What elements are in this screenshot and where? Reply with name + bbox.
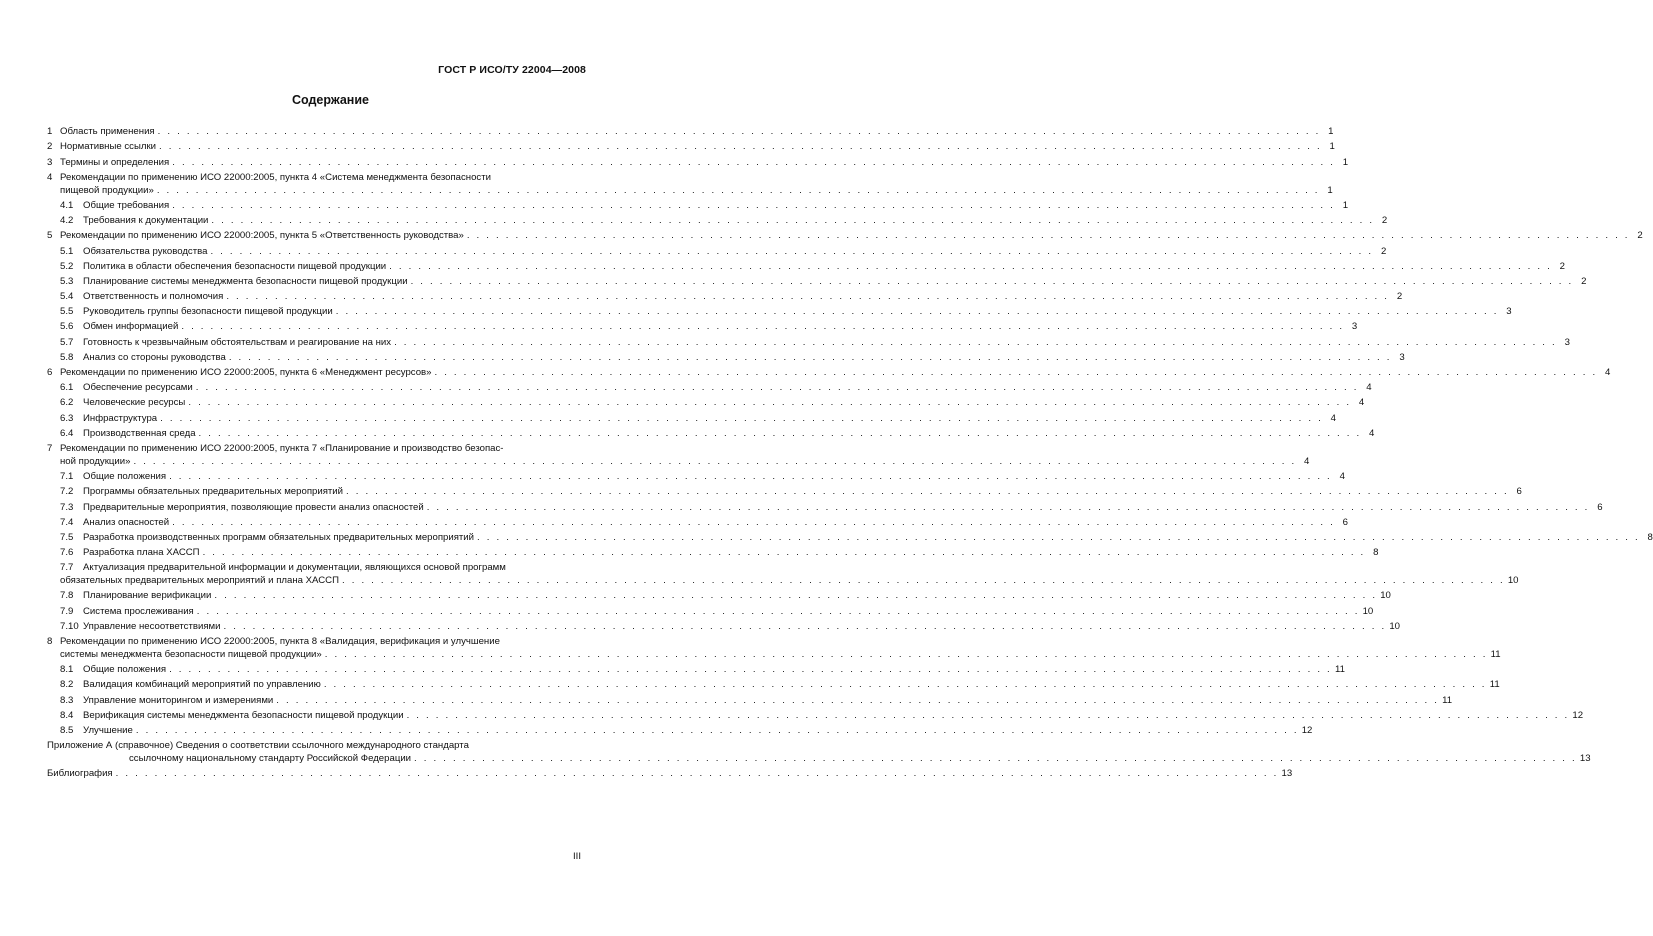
toc-entry-number: 3 (47, 156, 53, 168)
toc-entry-title: Нормативные ссылки (60, 141, 157, 153)
toc-entry[interactable] (47, 560, 1519, 588)
toc-entry-number: 7.2 (60, 486, 74, 498)
toc-entry[interactable] (47, 198, 1349, 213)
toc-entry-title: Планирование системы менеджмента безопасности пищевой продукции (83, 275, 408, 287)
toc-entry-title-continued: пищевой продукции» (60, 184, 154, 196)
toc-leader-dots: . . . . . . . . . . . . . . . . . . . . . . . . . . . . . . . . . . . . . . . . . . . . . . . . . . . . . . . . . . . . . . . . . . . . . . . . . . . . . . . . . . . . . . . . . . . . . . . . . . . . . . . . . . . . . . . . . . . . . . . . (276, 694, 1440, 706)
toc-entry[interactable] (47, 426, 1375, 441)
toc-leader-dots: . . . . . . . . . . . . . . . . . . . . . . . . . . . . . . . . . . . . . . . . . . . . . . . . . . . . . . . . . . . . . . . . . . . . . . . . . . . . . . . . . . . . . . . . . . . . . . . . . . . . . . . . . . . . . . . . . . . . . . . . (115, 768, 1279, 780)
toc-leader-dots: . . . . . . . . . . . . . . . . . . . . . . . . . . . . . . . . . . . . . . . . . . . . . . . . . . . . . . . . . . . . . . . . . . . . . . . . . . . . . . . . . . . . . . . . . . . . . . . . . . . . . . . . . . . . . . . . . . . . . . . . (466, 230, 1630, 242)
toc-entry-title: Производственная среда (83, 427, 196, 439)
toc-entry-page: 4 (1369, 427, 1375, 439)
toc-entry-title: Общие положения (83, 664, 167, 676)
toc-entry-title-continued: обязательных предварительных мероприятий и плана ХАССП (60, 575, 339, 587)
toc-entry-title-continued: ссылочному национальному стандарту Российской Федерации (129, 753, 412, 765)
toc-entry-number: 5.5 (60, 306, 74, 318)
toc-entry[interactable] (47, 708, 1584, 723)
toc-entry[interactable] (47, 588, 1391, 603)
toc-entry-page: 6 (1597, 501, 1603, 513)
toc-entry-title: Программы обязательных предварительных мероприятий (83, 486, 344, 498)
toc-entry-title: Требования к документации (83, 215, 209, 227)
toc-leader-dots: . . . . . . . . . . . . . . . . . . . . . . . . . . . . . . . . . . . . . . . . . . . . . . . . . . . . . . . . . . . . . . . . . . . . . . . . . . . . . . . . . . . . . . . . . . . . . . . . . . . . . . . . . . . . . . . . . . . . . . . . (214, 590, 1378, 602)
toc-entry-number: 6.2 (60, 397, 74, 409)
toc-entry-title: Система прослеживания (83, 605, 194, 617)
toc-entry-title: Обязательства руководства (83, 245, 208, 257)
toc-entry-title: Актуализация предварительной информации и документации, являющихся основой программ (83, 562, 506, 574)
toc-entry[interactable] (47, 738, 1591, 766)
toc-entry-title: Планирование верификации (83, 590, 212, 602)
toc-entry-title: Библиография (47, 768, 113, 780)
toc-entry-title: Рекомендации по применению ИСО 22000:2005, пункта 5 «Ответственность руководства» (60, 230, 464, 242)
toc-entry[interactable] (47, 259, 1566, 274)
toc-entry-page: 12 (1301, 724, 1313, 736)
toc-entry[interactable] (47, 484, 1522, 499)
toc-leader-dots: . . . . . . . . . . . . . . . . . . . . . . . . . . . . . . . . . . . . . . . . . . . . . . . . . . . . . . . . . . . . . . . . . . . . . . . . . . . . . . . . . . . . . . . . . . . . . . . . . . . . . . . . . . . . . . . . . . . . . . . . (335, 306, 1499, 318)
toc-entry-page: 6 (1516, 486, 1522, 498)
toc-entry[interactable] (47, 154, 1349, 169)
toc-leader-dots: . . . . . . . . . . . . . . . . . . . . . . . . . . . . . . . . . . . . . . . . . . . . . . . . . . . . . . . . . . . . . . . . . . . . . . . . . . . . . . . . . . . . . . . . . . . . . . . . . . . . . . . . . . . . . . . . . . . . . . . . (157, 126, 1321, 138)
toc-entry-title-continued: ной продукции» (60, 455, 131, 467)
toc-entry-title: Управление несоответствиями (83, 620, 221, 632)
toc-leader-dots: . . . . . . . . . . . . . . . . . . . . . . . . . . . . . . . . . . . . . . . . . . . . . . . . . . . . . . . . . . . . . . . . . . . . . . . . . . . . . . . . . . . . . . . . . . . . . . . . . . . . . . . . . . . . . . . . . . . . . . . . (226, 291, 1390, 303)
toc-entry-page: 4 (1303, 455, 1310, 467)
toc-entry-title: Обмен информацией (83, 321, 179, 333)
toc-entry-page: 11 (1490, 649, 1501, 660)
toc-leader-dots: . . . . . . . . . . . . . . . . . . . . . . . . . . . . . . . . . . . . . . . . . . . . . . . . . . . . . . . . . . . . . . . . . . . . . . . . . . . . . . . . . . . . . . . . . . . . . . . . . . . . . . . . . . . . . . . . . . . . . . . . (169, 471, 1332, 483)
toc-leader-dots: . . . . . . . . . . . . . . . . . . . . . . . . . . . . . . . . . . . . . . . . . . . . . . . . . . . . . . . . . . . . . . . . . . . . . . . . . . . . . . . . . . . . . . . . . . . . . . . . . . . . . . . . . . . . . . . . . . . . . . . . (434, 367, 1598, 378)
toc-entry-page: 1 (1342, 199, 1349, 211)
toc-leader-dots: . . . . . . . . . . . . . . . . . . . . . . . . . . . . . . . . . . . . . . . . . . . . . . . . . . . . . . . . . . . . . . . . . . . . . . . . . . . . . . . . . . . . . . . . . . . . . . . . . . . . . . . . . . . . . . . . . . . . . . . . (341, 575, 1505, 587)
toc-entry-number: 6.1 (60, 382, 74, 394)
toc-entry-title: Разработка плана ХАССП (83, 547, 200, 559)
toc-leader-dots: . . . . . . . . . . . . . . . . . . . . . . . . . . . . . . . . . . . . . . . . . . . . . . . . . . . . . . . . . . . . . . . . . . . . . . . . . . . . . . . . . . . . . . . . . . . . . . . . . . . . . . . . . . . . . . . . . . . . . . . . (223, 620, 1387, 632)
toc-entry-title: Управление мониторингом и измерениями (83, 694, 274, 706)
toc-entry[interactable] (47, 723, 1313, 738)
toc-entry-page: 13 (1579, 753, 1591, 765)
toc-leader-dots: . . . . . . . . . . . . . . . . . . . . . . . . . . . . . . . . . . . . . . . . . . . . . . . . . . . . . . . . . . . . . . . . . . . . . . . . . . . . . . . . . . . . . . . . . . . . . . . . . . . . . . . . . . . . . . . . . . . . . . . . (195, 382, 1359, 394)
toc-leader-dots: . . . . . . . . . . . . . . . . . . . . . . . . . . . . . . . . . . . . . . . . . . . . . . . . . . . . . . . . . . . . . . . . . . . . . . . . . . . . . . . . . . . . . . . . . . . . . . . . . . . . . . . . . . . . . . . . . . . . . . . . (394, 336, 1557, 348)
toc-entry-number: 7.10 (60, 620, 79, 632)
toc-entry-page: 3 (1564, 336, 1570, 348)
toc-entry[interactable] (47, 619, 1400, 634)
toc-entry-number: 8.4 (60, 709, 74, 721)
toc-entry-title: Готовность к чрезвычайным обстоятельствам и реагирование на них (83, 336, 392, 348)
toc-entry-title: Инфраструктура (83, 412, 158, 424)
toc-entry-page: 1 (1327, 184, 1333, 196)
toc-entry-number: 7.1 (60, 471, 74, 483)
toc-entry-title: Политика в области обеспечения безопасности пищевой продукции (83, 260, 387, 272)
toc-leader-dots: . . . . . . . . . . . . . . . . . . . . . . . . . . . . . . . . . . . . . . . . . . . . . . . . . . . . . . . . . . . . . . . . . . . . . . . . . . . . . . . . . . . . . . . . . . . . . . . . . . . . . . . . . . . . . . . . . . . . . . . . (181, 321, 1345, 333)
table-of-contents (47, 124, 1653, 781)
toc-entry-page: 3 (1351, 321, 1358, 333)
toc-entry[interactable] (47, 515, 1348, 530)
toc-entry[interactable] (47, 380, 1372, 395)
toc-entry-page: 11 (1334, 664, 1345, 676)
toc-entry-page: 2 (1380, 245, 1387, 257)
toc-leader-dots: . . . . . . . . . . . . . . . . . . . . . . . . . . . . . . . . . . . . . . . . . . . . . . . . . . . . . . . . . . . . . . . . . . . . . . . . . . . . . . . . . . . . . . . . . . . . . . . . . . . . . . . . . . . . . . . . . . . . . . . . (389, 260, 1553, 272)
toc-entry-page: 10 (1380, 590, 1391, 602)
toc-entry-number: 7.4 (60, 516, 74, 528)
toc-entry-title: Рекомендации по применению ИСО 22000:2005, пункта 7 «Планирование и производство безопас- (60, 442, 504, 454)
toc-entry-page: 4 (1339, 471, 1345, 483)
toc-entry-number: 6.3 (60, 412, 74, 424)
toc-leader-dots: . . . . . . . . . . . . . . . . . . . . . . . . . . . . . . . . . . . . . . . . . . . . . . . . . . . . . . . . . . . . . . . . . . . . . . . . . . . . . . . . . . . . . . . . . . . . . . . . . . . . . . . . . . . . . . . . . . . . . . . . (346, 486, 1509, 498)
toc-entry[interactable] (47, 603, 1374, 618)
toc-leader-dots: . . . . . . . . . . . . . . . . . . . . . . . . . . . . . . . . . . . . . . . . . . . . . . . . . . . . . . . . . . . . . . . . . . . . . . . . . . . . . . . . . . . . . . . . . . . . . . . . . . . . . . . . . . . . . . . . . . . . . . . . (210, 245, 1374, 257)
toc-entry-page: 8 (1647, 531, 1653, 543)
toc-leader-dots: . . . . . . . . . . . . . . . . . . . . . . . . . . . . . . . . . . . . . . . . . . . . . . . . . . . . . . . . . . . . . . . . . . . . . . . . . . . . . . . . . . . . . . . . . . . . . . . . . . . . . . . . . . . . . . . . . . . . . . . . (426, 501, 1590, 513)
toc-entry-title-continued: системы менеджмента безопасности пищевой продукции» (60, 649, 322, 660)
toc-entry-title: Рекомендации по применению ИСО 22000:2005, пункта 4 «Система менеджмента безопасности (60, 171, 491, 183)
toc-entry[interactable] (47, 139, 1335, 154)
toc-entry-number: 2 (47, 141, 53, 153)
toc-leader-dots: . . . . . . . . . . . . . . . . . . . . . . . . . . . . . . . . . . . . . . . . . . . . . . . . . . . . . . . . . . . . . . . . . . . . . . . . . . . . . . . . . . . . . . . . . . . . . . . . . . . . . . . . . . . . . . . . . . . . . . . . (477, 531, 1640, 543)
toc-entry-number: 5.8 (60, 351, 74, 363)
toc-entry-title: Руководитель группы безопасности пищевой продукции (83, 306, 333, 318)
toc-leader-dots: . . . . . . . . . . . . . . . . . . . . . . . . . . . . . . . . . . . . . . . . . . . . . . . . . . . . . . . . . . . . . . . . . . . . . . . . . . . . . . . . . . . . . . . . . . . . . . . . . . . . . . . . . . . . . . . . . . . . . . . . (172, 199, 1336, 211)
toc-entry-title: Улучшение (83, 724, 133, 736)
toc-entry[interactable] (47, 395, 1365, 410)
toc-leader-dots: . . . . . . . . . . . . . . . . . . . . . . . . . . . . . . . . . . . . . . . . . . . . . . . . . . . . . . . . . . . . . . . . . . . . . . . . . . . . . . . . . . . . . . . . . . . . . . . . . . . . . . . . . . . . . . . . . . . . . . . . (410, 275, 1574, 287)
page-title: Содержание (291, 93, 369, 107)
toc-entry[interactable] (47, 334, 1570, 349)
toc-entry-page: 1 (1329, 141, 1335, 153)
toc-entry-number: 7.5 (60, 531, 74, 543)
toc-entry[interactable] (47, 170, 1333, 198)
toc-entry[interactable] (47, 228, 1643, 243)
toc-leader-dots: . . . . . . . . . . . . . . . . . . . . . . . . . . . . . . . . . . . . . . . . . . . . . . . . . . . . . . . . . . . . . . . . . . . . . . . . . . . . . . . . . . . . . . . . . . . . . . . . . . . . . . . . . . . . . . . . . . . . . . . . (414, 753, 1577, 765)
toc-entry-page: 4 (1604, 367, 1611, 378)
toc-entry[interactable] (47, 634, 1501, 662)
toc-entry-number: 8 (47, 636, 53, 647)
toc-entry-title: Область применения (60, 126, 155, 138)
toc-leader-dots: . . . . . . . . . . . . . . . . . . . . . . . . . . . . . . . . . . . . . . . . . . . . . . . . . . . . . . . . . . . . . . . . . . . . . . . . . . . . . . . . . . . . . . . . . . . . . . . . . . . . . . . . . . . . . . . . . . . . . . . . (228, 351, 1392, 363)
toc-entry-title: Рекомендации по применению ИСО 22000:2005, пункта 8 «Валидация, верификация и улучшение (60, 636, 500, 647)
toc-entry-page: 10 (1362, 605, 1374, 617)
toc-entry-number: 8.1 (60, 664, 74, 676)
toc-entry[interactable] (47, 274, 1587, 289)
toc-leader-dots: . . . . . . . . . . . . . . . . . . . . . . . . . . . . . . . . . . . . . . . . . . . . . . . . . . . . . . . . . . . . . . . . . . . . . . . . . . . . . . . . . . . . . . . . . . . . . . . . . . . . . . . . . . . . . . . . . . . . . . . . (211, 215, 1375, 227)
toc-entry-number: 5.2 (60, 260, 74, 272)
toc-entry-page: 10 (1389, 620, 1400, 632)
toc-entry[interactable] (47, 677, 1500, 692)
toc-leader-dots: . . . . . . . . . . . . . . . . . . . . . . . . . . . . . . . . . . . . . . . . . . . . . . . . . . . . . . . . . . . . . . . . . . . . . . . . . . . . . . . . . . . . . . . . . . . . . . . . . . . . . . . . . . . . . . . . . . . . . . . . (159, 141, 1322, 153)
toc-entry[interactable] (47, 545, 1379, 560)
toc-entry-title: Валидация комбинаций мероприятий по управлению (83, 679, 321, 691)
toc-leader-dots: . . . . . . . . . . . . . . . . . . . . . . . . . . . . . . . . . . . . . . . . . . . . . . . . . . . . . . . . . . . . . . . . . . . . . . . . . . . . . . . . . . . . . . . . . . . . . . . . . . . . . . . . . . . . . . . . . . . . . . . . (160, 412, 1323, 424)
toc-entry[interactable] (47, 441, 1310, 469)
toc-entry[interactable] (47, 213, 1388, 228)
toc-leader-dots: . . . . . . . . . . . . . . . . . . . . . . . . . . . . . . . . . . . . . . . . . . . . . . . . . . . . . . . . . . . . . . . . . . . . . . . . . . . . . . . . . . . . . . . . . . . . . . . . . . . . . . . . . . . . . . . . . . . . . . . . (202, 547, 1366, 559)
toc-entry[interactable] (47, 410, 1336, 425)
toc-entry-number: 7.3 (60, 501, 74, 513)
toc-entry-page: 3 (1399, 351, 1405, 363)
toc-entry-title: Ответственность и полномочия (83, 291, 224, 303)
toc-entry-page: 11 (1442, 694, 1453, 706)
toc-leader-dots: . . . . . . . . . . . . . . . . . . . . . . . . . . . . . . . . . . . . . . . . . . . . . . . . . . . . . . . . . . . . . . . . . . . . . . . . . . . . . . . . . . . . . . . . . . . . . . . . . . . . . . . . . . . . . . . . . . . . . . . . (196, 605, 1360, 617)
toc-entry-title: Разработка производственных программ обязательных предварительных мероприятий (83, 531, 475, 543)
toc-leader-dots: . . . . . . . . . . . . . . . . . . . . . . . . . . . . . . . . . . . . . . . . . . . . . . . . . . . . . . . . . . . . . . . . . . . . . . . . . . . . . . . . . . . . . . . . . . . . . . . . . . . . . . . . . . . . . . . . . . . . . . . . (198, 427, 1362, 439)
toc-entry[interactable] (47, 243, 1387, 258)
toc-entry-page: 10 (1507, 575, 1519, 587)
toc-entry[interactable] (47, 365, 1611, 380)
toc-leader-dots: . . . . . . . . . . . . . . . . . . . . . . . . . . . . . . . . . . . . . . . . . . . . . . . . . . . . . . . . . . . . . . . . . . . . . . . . . . . . . . . . . . . . . . . . . . . . . . . . . . . . . . . . . . . . . . . . . . . . . . . . (323, 679, 1487, 691)
toc-entry-number: 5.3 (60, 275, 74, 287)
toc-entry-title: Общие положения (83, 471, 167, 483)
toc-entry-page: 2 (1637, 230, 1643, 242)
toc-leader-dots: . . . . . . . . . . . . . . . . . . . . . . . . . . . . . . . . . . . . . . . . . . . . . . . . . . . . . . . . . . . . . . . . . . . . . . . . . . . . . . . . . . . . . . . . . . . . . . . . . . . . . . . . . . . . . . . . . . . . . . . . (156, 184, 1320, 196)
toc-entry[interactable] (47, 289, 1403, 304)
toc-entry-number: 7.8 (60, 590, 74, 602)
toc-entry-number: 7.7 (60, 562, 74, 574)
toc-entry-title: Приложение А (справочное) Сведения о соответствии ссылочного международного стандарта (47, 740, 469, 752)
toc-leader-dots: . . . . . . . . . . . . . . . . . . . . . . . . . . . . . . . . . . . . . . . . . . . . . . . . . . . . . . . . . . . . . . . . . . . . . . . . . . . . . . . . . . . . . . . . . . . . . . . . . . . . . . . . . . . . . . . . . . . . . . . . (172, 156, 1336, 168)
toc-entry-title: Человеческие ресурсы (83, 397, 186, 409)
toc-entry-page: 8 (1373, 547, 1379, 559)
toc-entry-title: Верификация системы менеджмента безопасности пищевой продукции (83, 709, 404, 721)
page-number: III (573, 851, 581, 862)
toc-entry-title: Анализ опасностей (83, 516, 170, 528)
document-id: ГОСТ Р ИСО/ТУ 22004—2008 (438, 64, 586, 76)
toc-entry-number: 7.6 (60, 547, 74, 559)
toc-entry-title: Рекомендации по применению ИСО 22000:2005, пункта 6 «Менеджмент ресурсов» (60, 367, 432, 378)
toc-entry-page: 2 (1381, 215, 1388, 227)
toc-entry[interactable] (47, 530, 1653, 545)
toc-entry[interactable] (47, 124, 1334, 139)
toc-entry-page: 4 (1330, 412, 1336, 424)
toc-entry-page: 2 (1396, 291, 1403, 303)
toc-entry-page: 3 (1506, 306, 1512, 318)
toc-entry-page: 12 (1572, 709, 1584, 721)
toc-entry-title: Анализ со стороны руководства (83, 351, 226, 363)
toc-entry-title: Термины и определения (60, 156, 170, 168)
toc-entry-number: 7 (47, 442, 53, 454)
toc-entry-title: Предварительные мероприятия, позволяющие провести анализ опасностей (83, 501, 424, 513)
toc-entry[interactable] (47, 469, 1345, 484)
toc-leader-dots: . . . . . . . . . . . . . . . . . . . . . . . . . . . . . . . . . . . . . . . . . . . . . . . . . . . . . . . . . . . . . . . . . . . . . . . . . . . . . . . . . . . . . . . . . . . . . . . . . . . . . . . . . . . . . . . . . . . . . . . . (324, 649, 1488, 660)
toc-entry-number: 8.3 (60, 694, 74, 706)
toc-entry-page: 2 (1559, 260, 1566, 272)
toc-entry[interactable] (47, 499, 1603, 514)
toc-leader-dots: . . . . . . . . . . . . . . . . . . . . . . . . . . . . . . . . . . . . . . . . . . . . . . . . . . . . . . . . . . . . . . . . . . . . . . . . . . . . . . . . . . . . . . . . . . . . . . . . . . . . . . . . . . . . . . . . . . . . . . . . (188, 397, 1352, 409)
toc-entry-page: 11 (1489, 679, 1500, 691)
toc-entry-number: 6 (47, 367, 53, 378)
toc-entry-number: 5 (47, 230, 53, 242)
toc-entry[interactable] (47, 766, 1293, 781)
toc-entry[interactable] (47, 319, 1358, 334)
toc-leader-dots: . . . . . . . . . . . . . . . . . . . . . . . . . . . . . . . . . . . . . . . . . . . . . . . . . . . . . . . . . . . . . . . . . . . . . . . . . . . . . . . . . . . . . . . . . . . . . . . . . . . . . . . . . . . . . . . . . . . . . . . . (135, 724, 1299, 736)
toc-entry-page: 1 (1342, 156, 1349, 168)
toc-entry[interactable] (47, 692, 1453, 707)
toc-leader-dots: . . . . . . . . . . . . . . . . . . . . . . . . . . . . . . . . . . . . . . . . . . . . . . . . . . . . . . . . . . . . . . . . . . . . . . . . . . . . . . . . . . . . . . . . . . . . . . . . . . . . . . . . . . . . . . . . . . . . . . . . (172, 516, 1335, 528)
toc-entry-title: Общие требования (83, 199, 170, 211)
toc-entry-number: 4.1 (60, 199, 74, 211)
toc-entry-number: 5.7 (60, 336, 74, 348)
toc-entry-number: 7.9 (60, 605, 74, 617)
toc-entry-page: 4 (1366, 382, 1372, 394)
toc-entry-number: 4.2 (60, 215, 74, 227)
toc-entry-title: Обеспечение ресурсами (83, 382, 193, 394)
toc-entry-number: 4 (47, 171, 53, 183)
toc-leader-dots: . . . . . . . . . . . . . . . . . . . . . . . . . . . . . . . . . . . . . . . . . . . . . . . . . . . . . . . . . . . . . . . . . . . . . . . . . . . . . . . . . . . . . . . . . . . . . . . . . . . . . . . . . . . . . . . . . . . . . . . . (133, 455, 1297, 467)
toc-entry-number: 8.2 (60, 679, 74, 691)
toc-entry-number: 5.6 (60, 321, 74, 333)
toc-entry[interactable] (47, 662, 1345, 677)
toc-entry-page: 13 (1281, 768, 1293, 780)
toc-entry-number: 6.4 (60, 427, 74, 439)
toc-entry-page: 1 (1328, 126, 1334, 138)
toc-entry-number: 1 (47, 126, 53, 138)
toc-entry[interactable] (47, 350, 1405, 365)
toc-entry-page: 6 (1342, 516, 1348, 528)
toc-leader-dots: . . . . . . . . . . . . . . . . . . . . . . . . . . . . . . . . . . . . . . . . . . . . . . . . . . . . . . . . . . . . . . . . . . . . . . . . . . . . . . . . . . . . . . . . . . . . . . . . . . . . . . . . . . . . . . . . . . . . . . . . (169, 664, 1332, 676)
toc-entry-number: 8.5 (60, 724, 74, 736)
toc-entry-page: 2 (1581, 275, 1587, 287)
toc-entry[interactable] (47, 304, 1512, 319)
toc-entry-number: 5.4 (60, 291, 74, 303)
toc-leader-dots: . . . . . . . . . . . . . . . . . . . . . . . . . . . . . . . . . . . . . . . . . . . . . . . . . . . . . . . . . . . . . . . . . . . . . . . . . . . . . . . . . . . . . . . . . . . . . . . . . . . . . . . . . . . . . . . . . . . . . . . . (406, 709, 1570, 721)
toc-entry-page: 4 (1358, 397, 1365, 409)
toc-entry-number: 5.1 (60, 245, 74, 257)
